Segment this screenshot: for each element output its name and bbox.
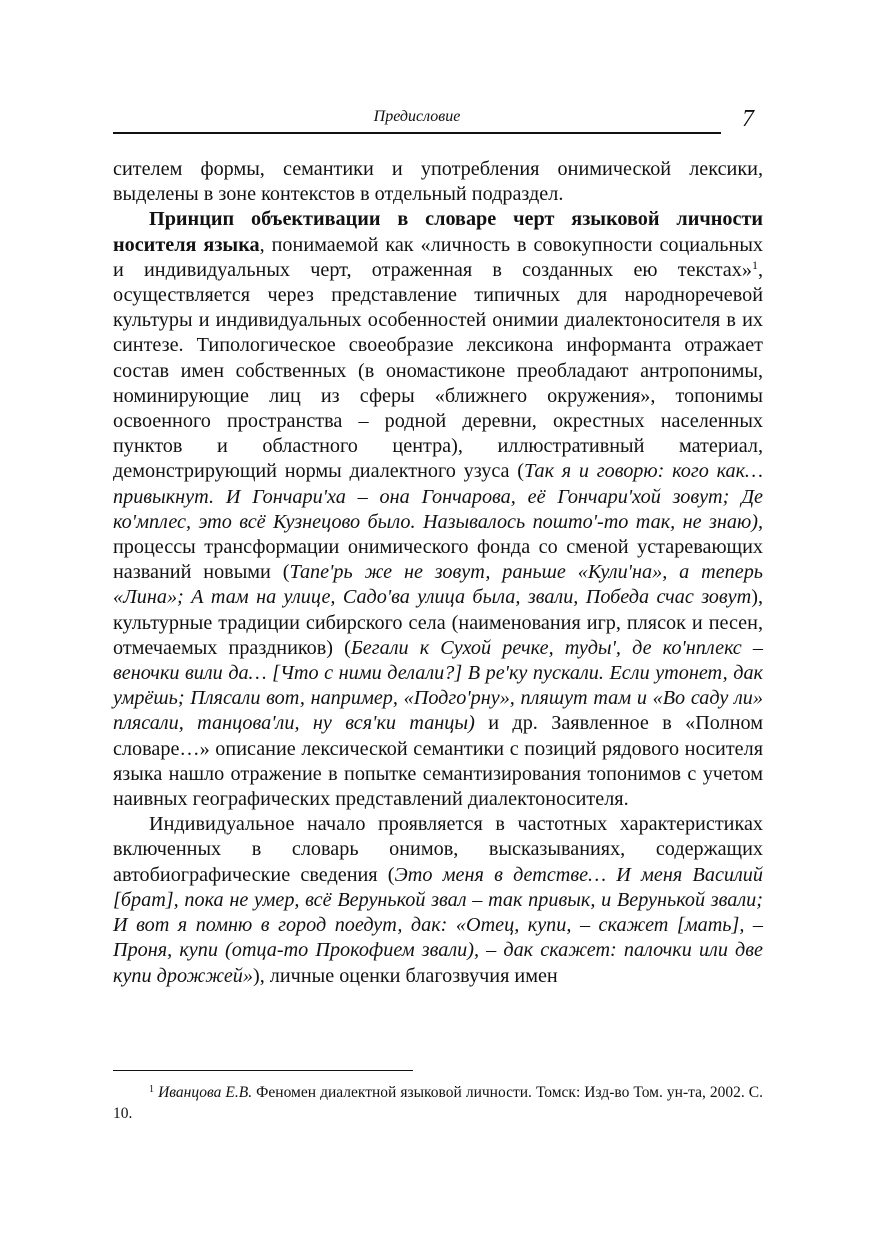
paragraph-principle [113,207,763,812]
paragraph-text: ), личные оценки благозвучия имен [252,964,558,987]
paragraph-text: Индивидуальное начало проявляется в частотных характеристиках включенных в словарь онимов, высказываниях, содержащих автобиографические сведения ( [113,813,763,886]
dialect-quote: Тапе'рь же не зовут, раньше «Кули'на», а теперь «Лина»; А там на улице, Садо'ва улица была, звали, Победа счас зовут [113,561,763,609]
dialect-quote: Это меня в детстве… И меня Василий [брат], пока не умер, всё Верунькой звал – так привык, и Верунькой звали; И вот я помню в город поедут, дак: «Отец, купи, – скажет [мать], – Проня, купи (отца-то Прокофием звали), – дак скажет: палочки или две купи дрожжей» [113,863,763,987]
page-number: 7 [742,106,754,132]
paragraph-text: процессы трансформации онимического фонда со сменой устаревающих названий новыми ( [113,536,763,584]
main-text [113,157,763,989]
footnote-ref[interactable]: 1 [751,257,758,272]
running-header [113,108,721,134]
paragraph-text: ), культурные традиции сибирского села (наименования игр, плясок и песен, отмечаемых праздников) ( [113,586,763,659]
paragraph-individual [113,812,763,988]
footnote-text [113,1082,763,1124]
paragraph-text: , осуществляется через представление типичных для народноречевой культуры и индивидуальных особенностей онимии диалектоносителя в их синтезе. Типологическое своеобразие лексикона информанта отражает состав имен собственных (в ономастиконе преобладают антропонимы, номинирующие лиц из сферы «ближнего окружения», топонимы освоенного пространства – родной деревни, окрестных населенных пунктов и областного центра), иллюстративный материал, демонстрирующий нормы диалектного узуса ( [113,258,763,483]
paragraph-text: , понимаемой как «личность в совокупности социальных и индивидуальных черт, отраженная в созданных ею текстах» [113,233,763,281]
footnote-divider [113,1070,413,1071]
paragraph-continuation: сителем формы, семантики и употребления онимической лексики, выделены в зоне контекстов в отдельный подраздел. [113,158,763,206]
footnote [113,1082,763,1124]
dialect-quote: Бегали к Сухой речке, туды', де ко'нплекс – веночки вили да… [Что с ними делали?] В ре'ку пускали. Если утонет, дак умрёшь; Плясали вот, например, «Подго'рну», пляшут там и «Во саду ли» плясали, танцова'ли, ну вся'ки танцы) [113,636,763,735]
bold-lead: Принцип объективации в словаре черт языковой личности носителя языка [113,208,763,256]
footnote-mark: 1 [149,1084,154,1095]
footnote-body: Феномен диалектной языковой личности. Томск: Изд-во Том. ун-та, 2002. С. 10. [113,1084,764,1122]
dialect-quote: Так я и говорю: кого как… привыкнут. И Гончари'ха – она Гончарова, её Гончари'хой зовут; Де ко'мплес, это всё Кузнецово было. Называлось пошто'-то так, не знаю), [113,460,764,533]
footnote-author: Иванцова Е.В. [158,1084,253,1101]
running-title: Предисловие [373,108,461,125]
paragraph-text: и др. Заявленное в «Полном словаре…» описание лексической семантики с позиций рядового носителя языка нашло отражение в попытке семантизирования топонимов с учетом наивных географических представлений диалектоносителя. [113,712,763,811]
